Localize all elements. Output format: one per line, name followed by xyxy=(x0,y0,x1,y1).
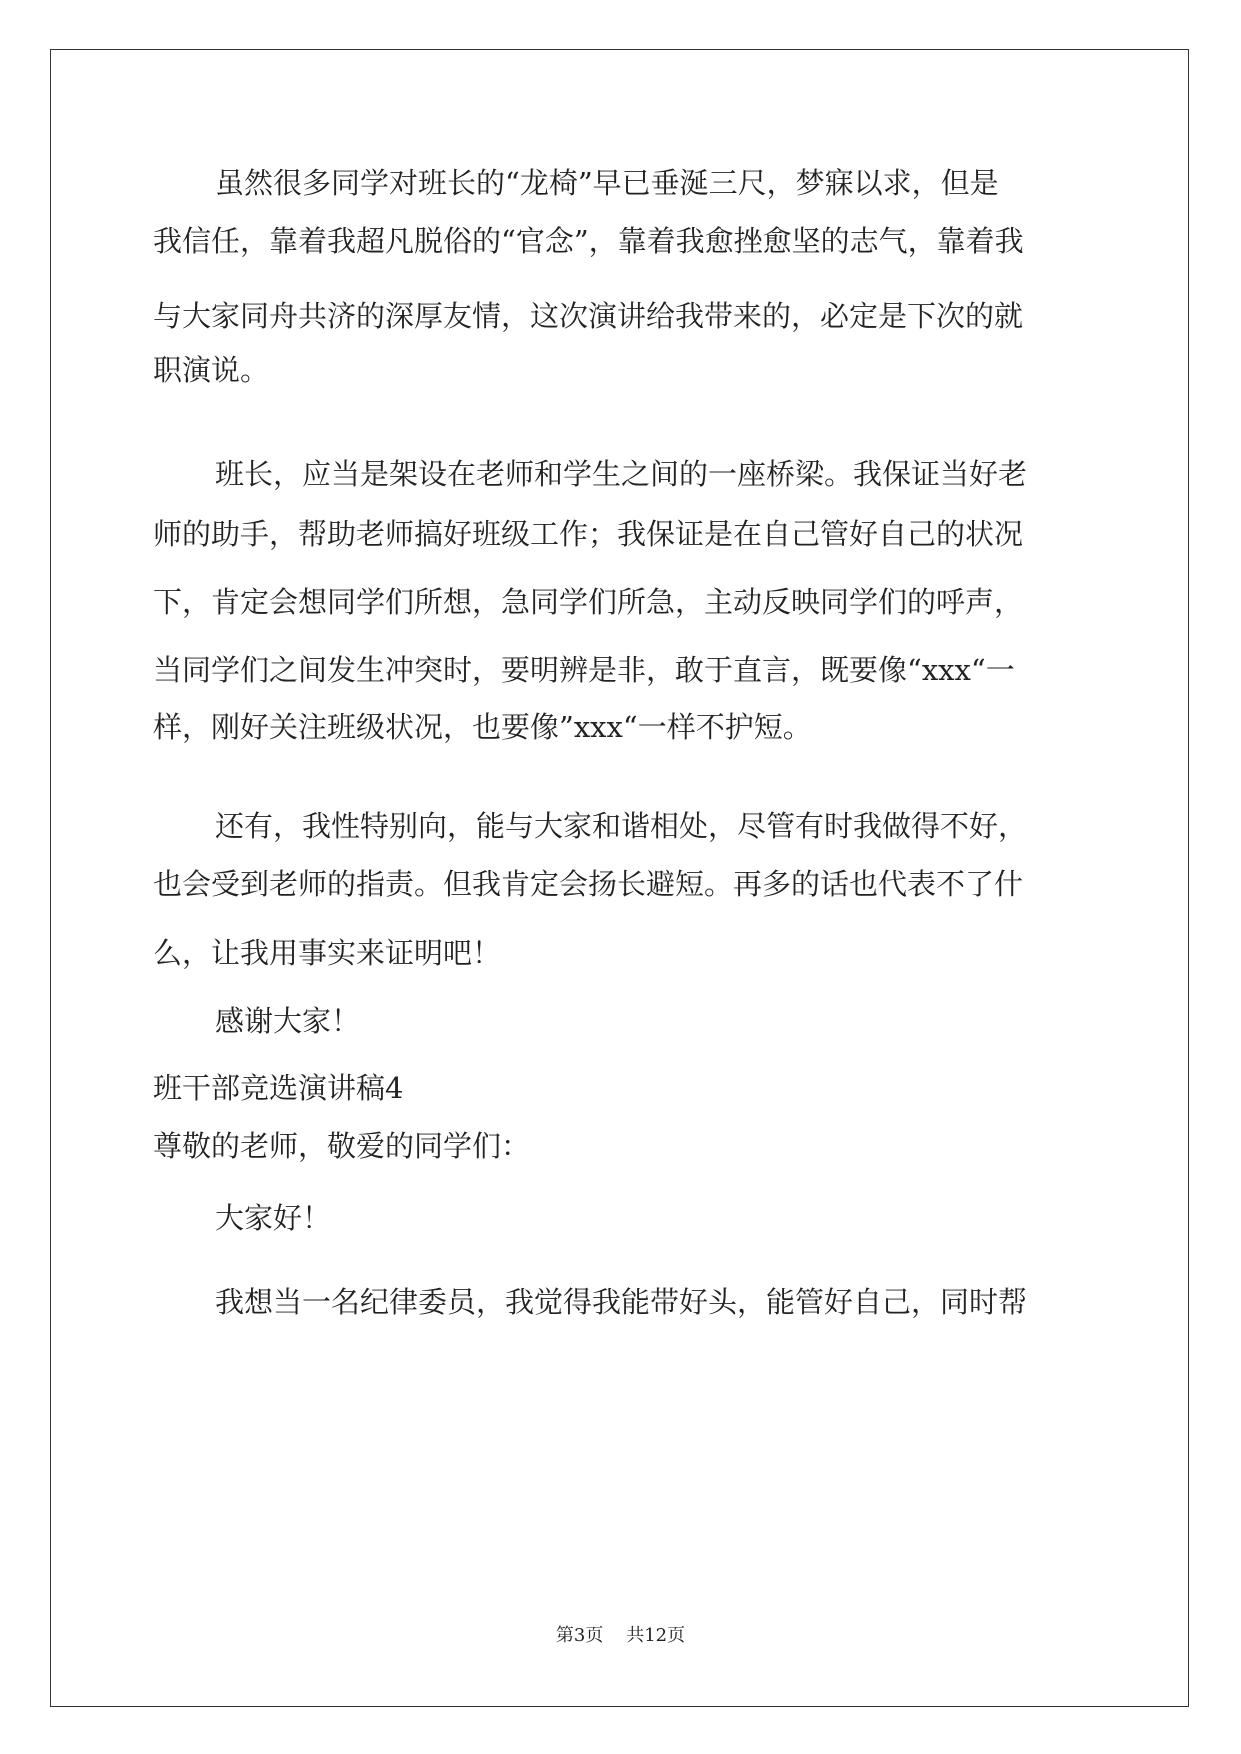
body-line: 当同学们之间发生冲突时，要明辨是非，敢于直言，既要像“xxx“一 xyxy=(153,653,1015,687)
salutation: 尊敬的老师，敬爱的同学们： xyxy=(153,1129,531,1163)
body-line: 样，刚好关注班级状况，也要像”xxx“一样不护短。 xyxy=(153,710,812,744)
body-line: 么，让我用事实来证明吧！ xyxy=(153,936,502,970)
body-line: 感谢大家！ xyxy=(215,1004,361,1038)
body-line: 职演说。 xyxy=(153,353,270,387)
body-line: 下，肯定会想同学们所想，急同学们所急，主动反映同学们的呼声， xyxy=(153,585,1024,619)
body-line: 也会受到老师的指责。但我肯定会扬长避短。再多的话也代表不了什 xyxy=(153,867,1024,901)
body-line: 与大家同舟共济的深厚友情，这次演讲给我带来的，必定是下次的就 xyxy=(153,299,1024,333)
body-line: 我信任，靠着我超凡脱俗的“官念”，靠着我愈挫愈坚的志气，靠着我 xyxy=(153,224,1024,258)
body-line: 班长，应当是架设在老师和学生之间的一座桥梁。我保证当好老 xyxy=(215,457,1028,491)
greeting: 大家好！ xyxy=(215,1201,332,1235)
body-line: 我想当一名纪律委员，我觉得我能带好头，能管好自己，同时帮 xyxy=(215,1285,1028,1319)
section-heading: 班干部竞选演讲稿4 xyxy=(153,1071,404,1105)
body-line: 虽然很多同学对班长的“龙椅”早已垂涎三尺，梦寐以求，但是 xyxy=(215,166,999,200)
body-line: 还有，我性特别向，能与大家和谐相处，尽管有时我做得不好， xyxy=(215,809,1028,843)
page-number-footer: 第3页 共12页 xyxy=(555,1625,686,1646)
body-line: 师的助手，帮助老师搞好班级工作；我保证是在自己管好自己的状况 xyxy=(153,517,1024,551)
